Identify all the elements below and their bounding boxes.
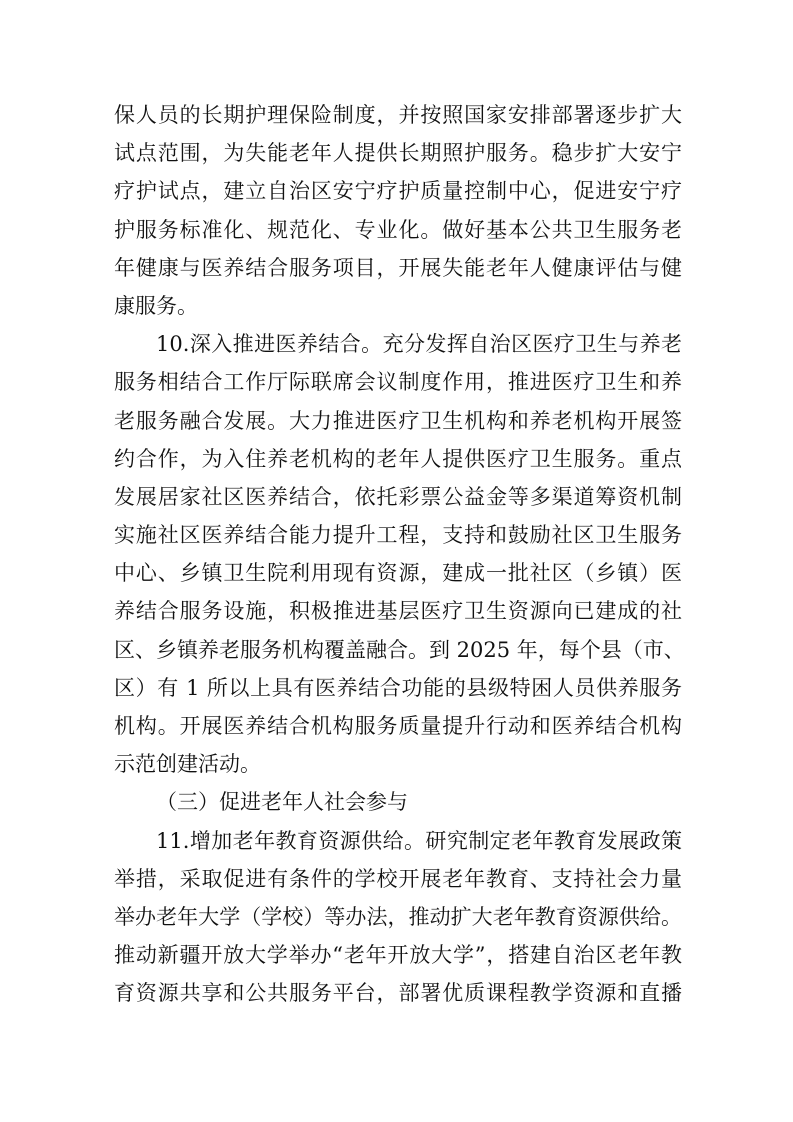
text-line: 老服务融合发展。大力推进医疗卫生机构和养老机构开展签 <box>114 408 682 433</box>
text-line: 服务相结合工作厅际联席会议制度作用，推进医疗卫生和养 <box>114 370 682 395</box>
text-line: 护服务标准化、规范化、专业化。做好基本公共卫生服务老 <box>114 217 682 242</box>
text-line: 发展居家社区医养结合，依托彩票公益金等多渠道筹资机制 <box>114 484 682 509</box>
text-line: 疗护试点，建立自治区安宁疗护质量控制中心，促进安宁疗 <box>114 179 682 204</box>
text-line: 年健康与医养结合服务项目，开展失能老年人健康评估与健 <box>114 255 682 280</box>
text-line: 试点范围，为失能老年人提供长期照护服务。稳步扩大安宁 <box>114 141 682 166</box>
text-line: 保人员的长期护理保险制度，并按照国家安排部署逐步扩大 <box>114 103 682 127</box>
text-line: 11.增加老年教育资源供给。研究制定老年教育发展政策 <box>156 828 682 853</box>
text-line: 示范创建活动。 <box>114 752 261 777</box>
text-line: 机构。开展医养结合机构服务质量提升行动和医养结合机构 <box>114 714 682 738</box>
text-line: 10.深入推进医养结合。充分发挥自治区医疗卫生与养老 <box>156 332 682 357</box>
text-line: 育资源共享和公共服务平台，部署优质课程教学资源和直播 <box>114 981 682 1006</box>
text-line: 约合作，为入住养老机构的老年人提供医疗卫生服务。重点 <box>114 446 682 471</box>
text-line: 中心、乡镇卫生院利用现有资源，建成一批社区（乡镇）医 <box>114 561 682 586</box>
document-body <box>114 96 685 1013</box>
text-line: 养结合服务设施，积极推进基层医疗卫生资源向已建成的社 <box>114 599 682 624</box>
text-line: 举办老年大学（学校）等办法，推动扩大老年教育资源供给。 <box>114 904 682 929</box>
text-line: 区、乡镇养老服务机构覆盖融合。到 2025 年，每个县（市、 <box>114 637 685 662</box>
text-line: 推动新疆开放大学举办“老年开放大学”，搭建自治区老年教 <box>114 943 682 968</box>
text-line: 康服务。 <box>114 293 198 318</box>
text-line: 实施社区医养结合能力提升工程，支持和鼓励社区卫生服务 <box>114 523 682 548</box>
text-line: 区）有 1 所以上具有医养结合功能的县级特困人员供养服务 <box>114 675 682 700</box>
text-line: 举措，采取促进有条件的学校开展老年教育、支持社会力量 <box>114 866 682 891</box>
text-line: （三）促进老年人社会参与 <box>156 790 408 815</box>
